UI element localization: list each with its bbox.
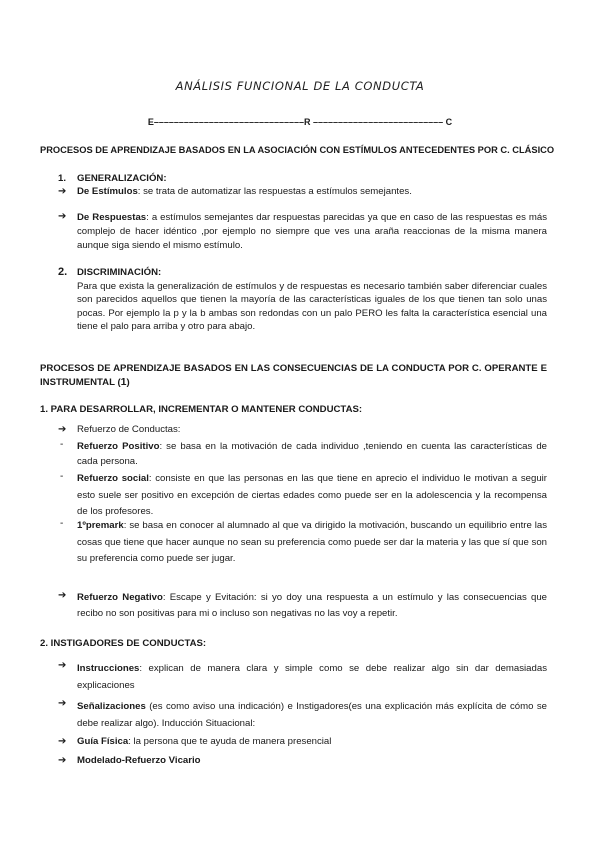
- gen-respuestas-text: : a estímulos semejantes dar respuestas parecidas ya que en caso de las respuestas es más complejo de hacer idéntico ,por ejemplo no siempre que ves una araña reaccionas de la misma manera aunque siga siendo el mismo estímulo.: [77, 212, 547, 251]
- disc-label: DISCRIMINACIÓN:: [77, 267, 162, 278]
- modelado-item: Modelado-Refuerzo Vicario: [77, 755, 201, 766]
- section2-heading-close: ): [126, 377, 130, 388]
- refuerzo-positivo-text: : se basa en la motivación de cada individuo ,teniendo en cuenta las características de cada persona.: [77, 441, 547, 467]
- section2-heading-footnote: 1: [120, 376, 127, 388]
- arrow-bullet-icon: ➔: [58, 590, 67, 601]
- gen-estimulos-term: De Estímulos: [77, 186, 138, 197]
- premark-term: 1ºpremark: [77, 520, 124, 531]
- dash-bullet: -: [60, 439, 64, 450]
- erc-diagram-line: E––––––––––––––––––––––––––––––R –––––––––––––––––––––––––– C: [147, 117, 453, 127]
- gen-estimulos-text: : se trata de automatizar las respuestas a estímulos semejantes.: [137, 186, 412, 197]
- refuerzo-negativo-term: Refuerzo Negativo: [77, 592, 163, 603]
- arrow-bullet-icon: ➔: [58, 211, 67, 222]
- gen-respuestas-term: De Respuestas: [77, 212, 147, 223]
- disc-text: Para que exista la generalización de estímulos y de respuestas es necesario también saber diferenciar cuales son parecidos aquellos que tienen la mayoría de las características iguales de los que tienen tan solo unas pocas. Por ejemplo la p y la b ambas son redondas con un palo PERO les falta la característica esencial una tiene el palo para arriba y otro para abajo.: [77, 281, 547, 332]
- page-title: ANÁLISIS FUNCIONAL DE LA CONDUCTA: [175, 79, 425, 93]
- refuerzo-positivo-item: [77, 439, 547, 469]
- arrow-bullet-icon: ➔: [58, 424, 67, 435]
- section2-heading-line2: [40, 376, 130, 389]
- arrow-bullet-icon: ➔: [58, 660, 67, 671]
- arrow-bullet-icon: ➔: [58, 698, 67, 709]
- refuerzo-social-text: : consiste en que las personas en las que tiene en aprecio el individuo le motivan a seguir esto suele ser positivo en excepción de ciertas edades como puede ser en la adolescencia y la recompensa de los profesores.: [77, 473, 547, 517]
- gen-respuestas-item: [77, 211, 547, 253]
- section1-heading: PROCESOS DE APRENDIZAJE BASADOS EN LA ASOCIACIÓN CON ESTÍMULOS ANTECEDENTES POR C. CLÁSICO: [40, 145, 555, 155]
- refuerzo-negativo-item: [77, 590, 547, 622]
- section2-heading-text: INSTRUMENTAL (: [40, 377, 121, 388]
- premark-item: [77, 518, 547, 568]
- senalizaciones-item: [77, 698, 547, 732]
- instrucciones-item: [77, 660, 547, 694]
- arrow-bullet-icon: ➔: [58, 186, 67, 197]
- refuerzo-positivo-term: Refuerzo Positivo: [77, 441, 160, 452]
- gen-estimulos-item: [77, 186, 547, 198]
- refuerzo-social-term: Refuerzo social: [77, 473, 149, 484]
- refuerzo-negativo-text: : Escape y Evitación: si yo doy una respuesta a un estímulo y las consecuencias que recibo no son positivas para mi o incluso son negativas no las voy a repetir.: [77, 592, 547, 619]
- part2-heading: 2. INSTIGADORES DE CONDUCTAS:: [40, 638, 207, 649]
- part1-heading: 1. PARA DESARROLLAR, INCREMENTAR O MANTENER CONDUCTAS:: [40, 404, 363, 415]
- guia-fisica-text: : la persona que te ayuda de manera presencial: [128, 736, 332, 747]
- dash-bullet: -: [60, 518, 64, 529]
- instrucciones-text: : explican de manera clara y simple como se debe realizar algo sin dar demasiadas explicaciones: [77, 663, 547, 691]
- gen-label: GENERALIZACIÓN:: [77, 173, 167, 184]
- refuerzo-social-item: [77, 471, 547, 521]
- guia-fisica-term: Guía Física: [77, 736, 129, 747]
- instrucciones-term: Instrucciones: [77, 663, 140, 674]
- arrow-bullet-icon: ➔: [58, 755, 67, 766]
- arrow-bullet-icon: ➔: [58, 736, 67, 747]
- premark-text: : se basa en conocer al alumnado al que va dirigido la motivación, buscando un equilibrio entre las cosas que tiene que hacer aunque no sean su preferencia como puede ser dar la materia y las que sí que son su preferencia como puede ser jugar.: [77, 520, 547, 564]
- dash-bullet: -: [60, 471, 64, 482]
- guia-fisica-item: [77, 736, 331, 748]
- senalizaciones-term: Señalizaciones: [77, 701, 146, 712]
- disc-number: 2.: [58, 266, 68, 278]
- refuerzo-conductas-label: Refuerzo de Conductas:: [77, 424, 181, 435]
- gen-number: 1.: [58, 173, 67, 184]
- section2-heading-line1: PROCESOS DE APRENDIZAJE BASADOS EN LAS CONSECUENCIAS DE LA CONDUCTA POR C. OPERANTE E: [40, 363, 547, 374]
- senalizaciones-text: (es como aviso una indicación) e Instigadores(es una explicación más explícita de cómo se debe realizar algo). Inducción Situacional:: [77, 701, 547, 729]
